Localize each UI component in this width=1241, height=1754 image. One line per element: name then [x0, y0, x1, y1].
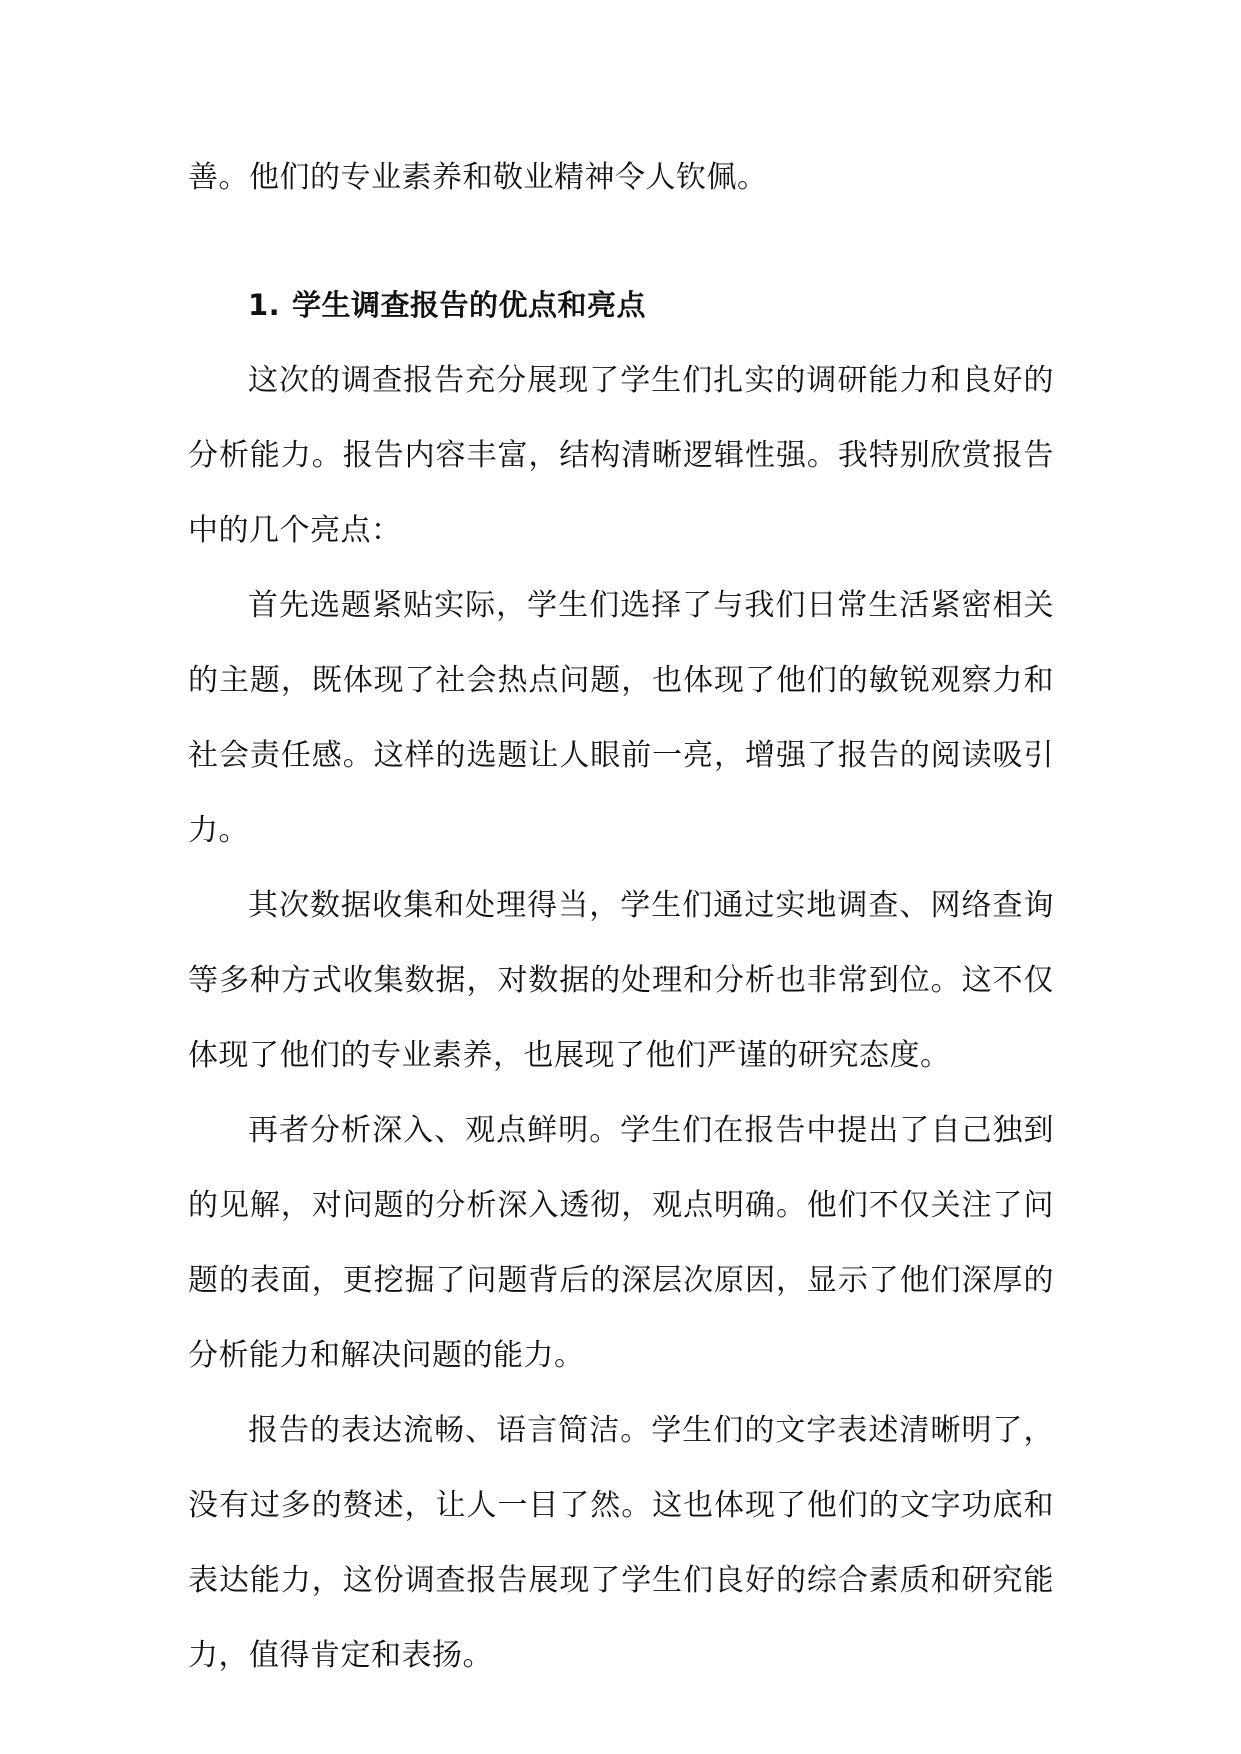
continuation-paragraph: 善。他们的专业素养和敬业精神令人钦佩。: [188, 160, 768, 195]
section-title: 学生调查报告的优点和亮点: [292, 288, 647, 322]
document-body: [188, 140, 1054, 1693]
body-paragraph-analysis: 再者分析深入、观点鲜明。学生们在报告中提出了自己独到的见解，对问题的分析深入透彻，观点明确。他们不仅关注了问题的表面，更挖掘了问题背后的深层次原因，显示了他们深厚的分析能力和解决问题的能力。: [188, 1113, 1054, 1373]
body-paragraph-topic: 首先选题紧贴实际，学生们选择了与我们日常生活紧密相关的主题，既体现了社会热点问题，也体现了他们的敏锐观察力和社会责任感。这样的选题让人眼前一亮，增强了报告的阅读吸引力。: [188, 588, 1054, 848]
body-paragraph-intro: 这次的调查报告充分展现了学生们扎实的调研能力和良好的分析能力。报告内容丰富，结构清晰逻辑性强。我特别欣赏报告中的几个亮点：: [188, 363, 1054, 548]
body-paragraph-expression: 报告的表达流畅、语言简洁。学生们的文字表述清晰明了，没有过多的赘述，让人一目了然。这也体现了他们的文字功底和表达能力，这份调查报告展现了学生们良好的综合素质和研究能力，值得肯定和表扬。: [188, 1413, 1054, 1673]
body-paragraph-data: 其次数据收集和处理得当，学生们通过实地调查、网络查询等多种方式收集数据，对数据的处理和分析也非常到位。这不仅体现了他们的专业素养，也展现了他们严谨的研究态度。: [188, 888, 1054, 1073]
section-number: 1.: [248, 288, 281, 322]
section-heading: [188, 268, 1054, 343]
section-spacer: [188, 215, 1054, 268]
